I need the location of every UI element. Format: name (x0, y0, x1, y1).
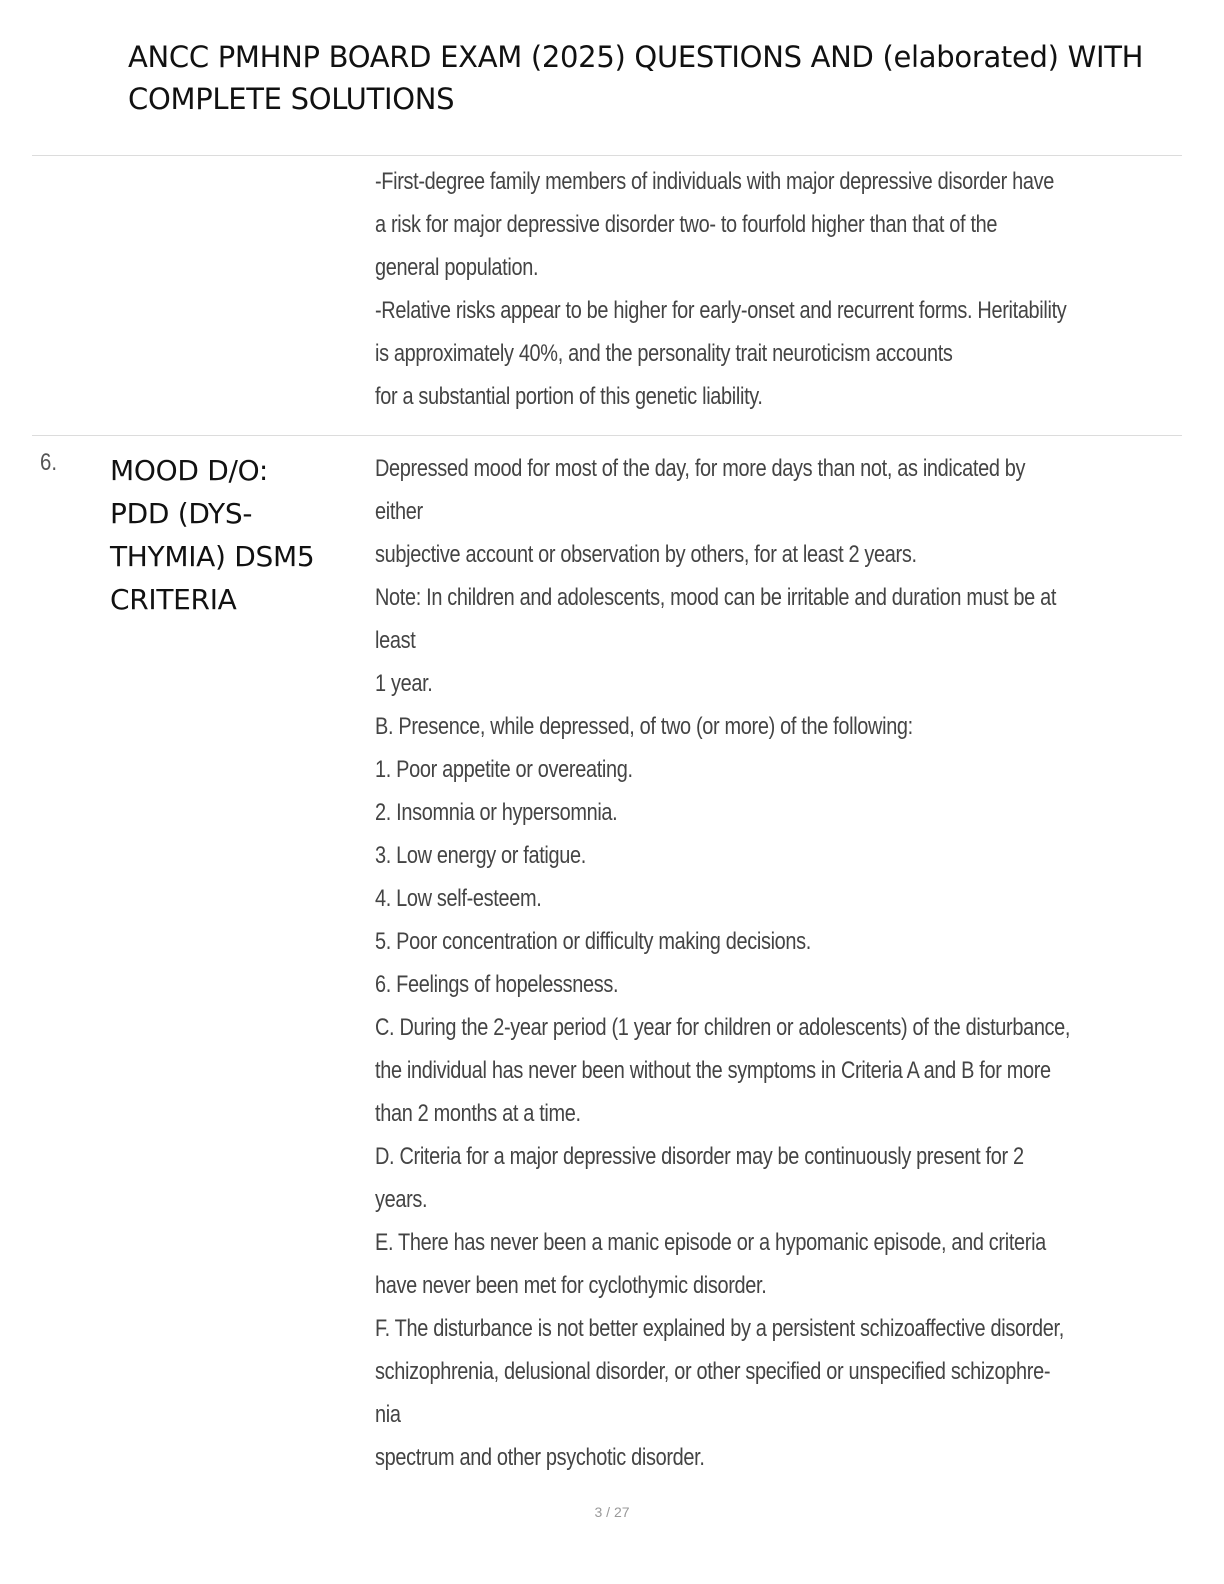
answer-line: a risk for major depressive disorder two- to fourfold higher than that of the (375, 211, 998, 238)
answer-line: is approximately 40%, and the personality trait neuroticism accounts (375, 340, 953, 367)
answer-line: least (375, 627, 416, 654)
page-number: 3 / 27 (594, 1504, 630, 1520)
answer-line: 1 year. (375, 670, 433, 697)
answer-line: nia (375, 1401, 401, 1428)
answer-line: have never been met for cyclothymic disorder. (375, 1272, 767, 1299)
answer-line: subjective account or observation by others, for at least 2 years. (375, 541, 917, 568)
answer-line: -First-degree family members of individuals with major depressive disorder have (375, 168, 1054, 195)
answer-line: 4. Low self-esteem. (375, 885, 542, 912)
document-title-line: COMPLETE SOLUTIONS (128, 82, 455, 116)
answer-line: Note: In children and adolescents, mood can be irritable and duration must be at (375, 584, 1057, 611)
answer-line: 6. Feelings of hopelessness. (375, 971, 619, 998)
answer-line: either (375, 498, 423, 525)
answer-line: -Relative risks appear to be higher for early-onset and recurrent forms. Heritability (375, 297, 1067, 324)
answer-line: F. The disturbance is not better explained by a persistent schizoaffective disorder, (375, 1315, 1064, 1342)
previous-answer-text (375, 160, 1067, 418)
question-answer-text (375, 447, 1071, 1479)
answer-line: 1. Poor appetite or overeating. (375, 756, 633, 783)
answer-line: for a substantial portion of this genetic liability. (375, 383, 763, 410)
section-divider (32, 155, 1182, 156)
answer-line: schizophrenia, delusional disorder, or other specified or unspecified schizophre- (375, 1358, 1051, 1385)
question-term-line: MOOD D/O: (110, 454, 268, 487)
answer-line: spectrum and other psychotic disorder. (375, 1444, 705, 1471)
document-title (128, 36, 1198, 120)
question-term-line: CRITERIA (110, 583, 237, 616)
answer-line: 2. Insomnia or hypersomnia. (375, 799, 618, 826)
answer-line: 5. Poor concentration or difficulty making decisions. (375, 928, 812, 955)
answer-line: 3. Low energy or fatigue. (375, 842, 586, 869)
answer-line: the individual has never been without the symptoms in Criteria A and B for more (375, 1057, 1051, 1084)
question-number: 6. (40, 449, 58, 476)
answer-line: B. Presence, while depressed, of two (or more) of the following: (375, 713, 913, 740)
question-term (110, 449, 350, 621)
section-divider (32, 435, 1182, 436)
answer-line: Depressed mood for most of the day, for more days than not, as indicated by (375, 455, 1026, 482)
question-term-line: PDD (DYS- (110, 497, 253, 530)
answer-line: than 2 months at a time. (375, 1100, 581, 1127)
document-title-line: ANCC PMHNP BOARD EXAM (2025) QUESTIONS AND (elaborated) WITH (128, 40, 1144, 74)
answer-line: D. Criteria for a major depressive disorder may be continuously present for 2 (375, 1143, 1024, 1170)
answer-line: years. (375, 1186, 428, 1213)
question-term-line: THYMIA) DSM5 (110, 540, 315, 573)
answer-line: E. There has never been a manic episode or a hypomanic episode, and criteria (375, 1229, 1046, 1256)
answer-line: general population. (375, 254, 539, 281)
answer-line: C. During the 2-year period (1 year for children or adolescents) of the disturbance, (375, 1014, 1071, 1041)
